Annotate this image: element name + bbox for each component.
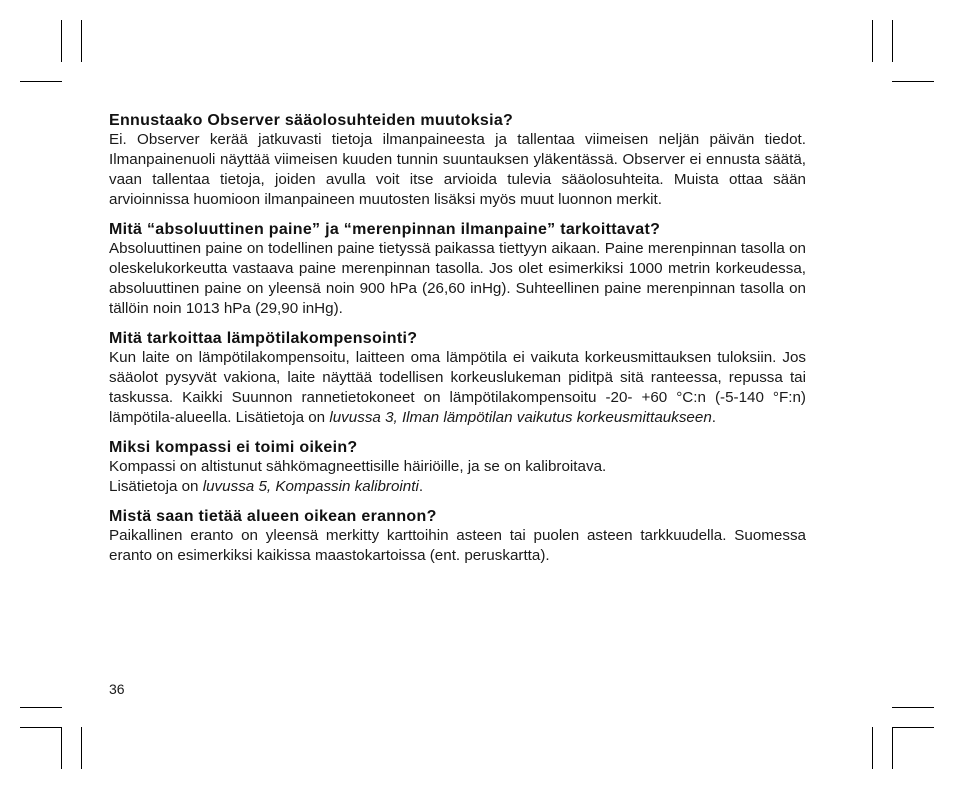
answer-text: Lisätietoja on bbox=[109, 478, 203, 495]
faq-question: Ennustaako Observer sääolosuhteiden muutoksia? bbox=[109, 112, 514, 129]
faq-answer: Paikallinen eranto on yleensä merkitty karttoihin asteen tai puolen asteen tarkkuudella. Suomessa eranto on esimerkiksi kaikissa maastokartoissa (ent. peruskartta). bbox=[109, 527, 806, 564]
faq-section bbox=[109, 508, 806, 566]
faq-section bbox=[109, 330, 806, 428]
faq-question: Mitä tarkoittaa lämpötilakompensointi? bbox=[109, 330, 418, 347]
answer-end: . bbox=[418, 478, 424, 495]
cross-reference: luvussa 5, Kompassin kalibrointi bbox=[202, 478, 419, 495]
crop-mark bbox=[20, 81, 62, 82]
answer-end: . bbox=[711, 409, 716, 426]
crop-mark bbox=[892, 707, 934, 708]
crop-mark bbox=[892, 727, 934, 728]
crop-mark bbox=[892, 81, 934, 82]
faq-answer bbox=[109, 348, 806, 428]
answer-text: Kompassi on altistunut sähkömagneettisille häiriöille, ja se on kalibroitava. bbox=[109, 458, 607, 475]
page-number: 36 bbox=[109, 681, 125, 697]
faq-section bbox=[109, 439, 806, 497]
faq-question: Mitä “absoluuttinen paine” ja “merenpinnan ilmanpaine” tarkoittavat? bbox=[109, 221, 661, 238]
faq-question: Miksi kompassi ei toimi oikein? bbox=[109, 439, 358, 456]
faq-answer: Absoluuttinen paine on todellinen paine tietyssä paikassa tiettyyn aikaan. Paine merenpinnan tasolla on oleskelukorkeutta vastaava paine merenpinnan tasolla. Jos olet esimerkiksi 1000 metrin korkeudessa, absoluuttinen paine on yleensä noin 900 hPa (26,60 inHg). Suhteellinen paine merenpinnan tasolla on tällöin noin 1013 hPa (29,90 inHg). bbox=[109, 240, 806, 317]
faq-section bbox=[109, 112, 806, 210]
faq-question: Mistä saan tietää alueen oikean erannon? bbox=[109, 508, 437, 525]
crop-mark bbox=[20, 707, 62, 708]
crop-mark bbox=[81, 20, 82, 62]
crop-mark bbox=[872, 20, 873, 62]
crop-mark bbox=[20, 727, 62, 728]
faq-content bbox=[109, 112, 806, 577]
cross-reference: luvussa 3, Ilman lämpötilan vaikutus korkeusmittaukseen bbox=[329, 409, 712, 426]
crop-mark bbox=[81, 727, 82, 769]
crop-mark bbox=[892, 20, 893, 62]
faq-answer bbox=[109, 457, 806, 497]
crop-mark bbox=[872, 727, 873, 769]
answer-text: Kun laite on lämpötilakompensoitu, laitteen oma lämpötila ei vaikuta korkeusmittauksen tuloksiin. Jos sääolot pysyvät vakiona, laite näyttää todellisen korkeuslukeman piditpä sitä ranteessa, repussa tai taskussa. Kaikki Suunnon rannetietokoneet on lämpötilakompensoitu -20- +60 °C:n (-5-140 °F:n) lämpötila-alueella. Lisätietoja on bbox=[109, 349, 806, 426]
faq-answer: Ei. Observer kerää jatkuvasti tietoja ilmanpaineesta ja tallentaa viimeisen neljän päivän tiedot. Ilmanpainenuoli näyttää viimeisen kuuden tunnin suuntauksen yläkentässä. Observer ei ennusta säätä, vaan tallentaa tietoja, joiden avulla voit itse arvioida tulevia sääolosuhteita. Muista ottaa sään arvioinnissa huomioon ilmanpaineen muutosten lisäksi myös muut luonnon merkit. bbox=[109, 131, 806, 208]
crop-mark bbox=[892, 727, 893, 769]
crop-mark bbox=[61, 727, 62, 769]
faq-section bbox=[109, 221, 806, 319]
crop-mark bbox=[61, 20, 62, 62]
